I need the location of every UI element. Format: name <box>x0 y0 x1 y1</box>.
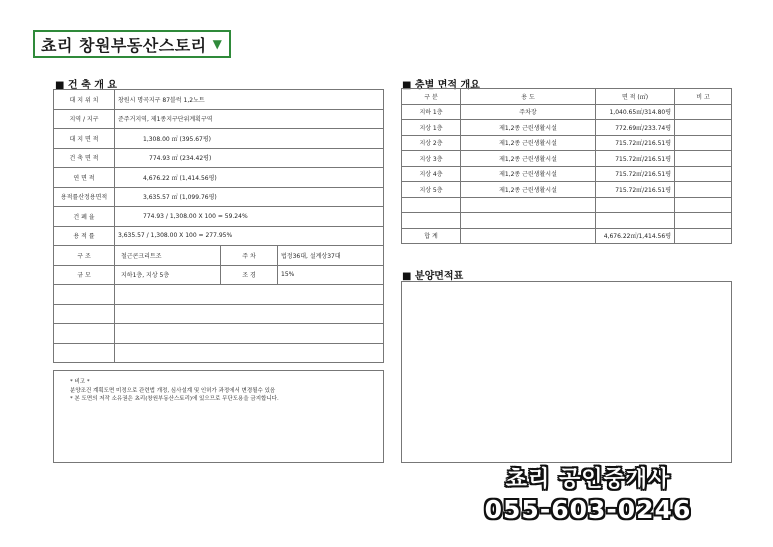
row-value: 15% <box>278 265 384 285</box>
table-row <box>54 324 384 344</box>
table-row <box>54 129 384 149</box>
table-row <box>54 226 384 246</box>
row-value: 4,676.22 ㎡ (1,414.56평) <box>115 168 384 188</box>
row-value: 지하1층, 지상 5층 <box>115 265 221 285</box>
use-cell: 제1,2종 근린생활시설 <box>461 120 596 136</box>
dropdown-arrow-icon[interactable]: ▼ <box>212 37 222 51</box>
table-row <box>402 213 732 229</box>
notes-line: 분양조건 계획도면 미정으로 관련법 개정, 심사설계 및 인허가 과정에서 변경될수 있음 <box>70 387 276 394</box>
table-row <box>402 182 732 198</box>
sale-area-box <box>401 281 732 463</box>
row-value: 창원시 명곡지구 87블럭 1,2노트 <box>115 90 384 110</box>
row-label: 주 차 <box>221 246 278 266</box>
row-label: 조 경 <box>221 265 278 285</box>
row-value: 774.93 / 1,308.00 X 100 = 59.24% <box>115 207 384 227</box>
row-value: 1,308.00 ㎡ (395.67평) <box>115 129 384 149</box>
row-value: 3,635.57 ㎡ (1,099.76평) <box>115 187 384 207</box>
table-row <box>54 109 384 129</box>
column-header: 용 도 <box>461 89 596 105</box>
table-row <box>54 207 384 227</box>
row-label: 지역 / 지구 <box>54 109 115 129</box>
table-row <box>402 104 732 120</box>
building-overview-table <box>53 89 384 363</box>
use-cell: 제1,2종 근린생활시설 <box>461 151 596 167</box>
area-cell: 1,040.65㎡/314.80평 <box>596 104 675 120</box>
table-row <box>54 187 384 207</box>
table-header-row <box>402 89 732 105</box>
row-label: 대 지 면 적 <box>54 129 115 149</box>
row-label: 연 면 적 <box>54 168 115 188</box>
brand-header <box>33 30 231 58</box>
floor-cell: 지상 1층 <box>402 120 461 136</box>
row-label: 용적률산정용면적 <box>54 187 115 207</box>
notes <box>70 378 279 404</box>
row-label: 건 축 면 적 <box>54 148 115 168</box>
table-row <box>54 285 384 305</box>
table-row <box>54 246 384 266</box>
table-row <box>54 343 384 363</box>
sale-area-title: ■ 분양면적표 <box>402 271 464 282</box>
floor-area-title: ■ 층별 면적 개요 <box>402 80 480 91</box>
use-cell: 주차장 <box>461 104 596 120</box>
use-cell: 제1,2종 근린생활시설 <box>461 166 596 182</box>
notes-line: * 본 도면의 저작 소유권은 쵸리(창원부동산스토리)에 있으므로 무단도용을 금지합니다. <box>70 396 279 402</box>
floor-cell: 지하 1층 <box>402 104 461 120</box>
table-row <box>402 135 732 151</box>
floor-area-table <box>401 88 732 244</box>
floor-cell: 지상 5층 <box>402 182 461 198</box>
area-cell: 715.72㎡/216.51평 <box>596 151 675 167</box>
brand-stamp <box>483 462 693 524</box>
row-value: 774.93 ㎡ (234.42평) <box>115 148 384 168</box>
total-label: 합 계 <box>402 228 461 244</box>
row-value: 3,635.57 / 1,308.00 X 100 = 277.95% <box>115 226 384 246</box>
total-row <box>402 228 732 244</box>
row-label: 대 지 위 치 <box>54 90 115 110</box>
brand-name: 쵸리 공인중개사 <box>505 467 671 492</box>
column-header: 면 적 (㎡) <box>596 89 675 105</box>
floor-cell: 지상 4층 <box>402 166 461 182</box>
table-row <box>54 265 384 285</box>
table-row <box>54 168 384 188</box>
table-row <box>402 166 732 182</box>
use-cell: 제1,2종 근린생활시설 <box>461 135 596 151</box>
total-area: 4,676.22㎡/1,414.56평 <box>596 228 675 244</box>
use-cell: 제1,2종 근린생활시설 <box>461 182 596 198</box>
area-cell: 715.72㎡/216.51평 <box>596 166 675 182</box>
row-label: 건 폐 율 <box>54 207 115 227</box>
table-row <box>54 304 384 324</box>
column-header: 비 고 <box>675 89 732 105</box>
notes-title: * 비고 * <box>70 379 90 385</box>
table-row <box>402 120 732 136</box>
floor-cell: 지상 3층 <box>402 151 461 167</box>
row-label: 규 모 <box>54 265 115 285</box>
row-value: 준주거지역, 제1종지구단위계획구역 <box>115 109 384 129</box>
area-cell: 715.72㎡/216.51평 <box>596 182 675 198</box>
floor-cell: 지상 2층 <box>402 135 461 151</box>
header-title: 쵸리 창원부동산스토리 <box>41 35 207 55</box>
row-value: 철근콘크리트조 <box>115 246 221 266</box>
table-row <box>54 90 384 110</box>
row-label: 구 조 <box>54 246 115 266</box>
brand-phone: 055-603-0246 <box>484 495 692 524</box>
area-cell: 715.72㎡/216.51평 <box>596 135 675 151</box>
column-header: 구 분 <box>402 89 461 105</box>
area-cell: 772.69㎡/233.74평 <box>596 120 675 136</box>
table-row <box>402 151 732 167</box>
table-row <box>402 197 732 213</box>
row-label: 용 적 률 <box>54 226 115 246</box>
building-overview-title: ■ 건 축 개 요 <box>55 80 118 91</box>
row-value: 법정36대, 설계상37대 <box>278 246 384 266</box>
table-row <box>54 148 384 168</box>
